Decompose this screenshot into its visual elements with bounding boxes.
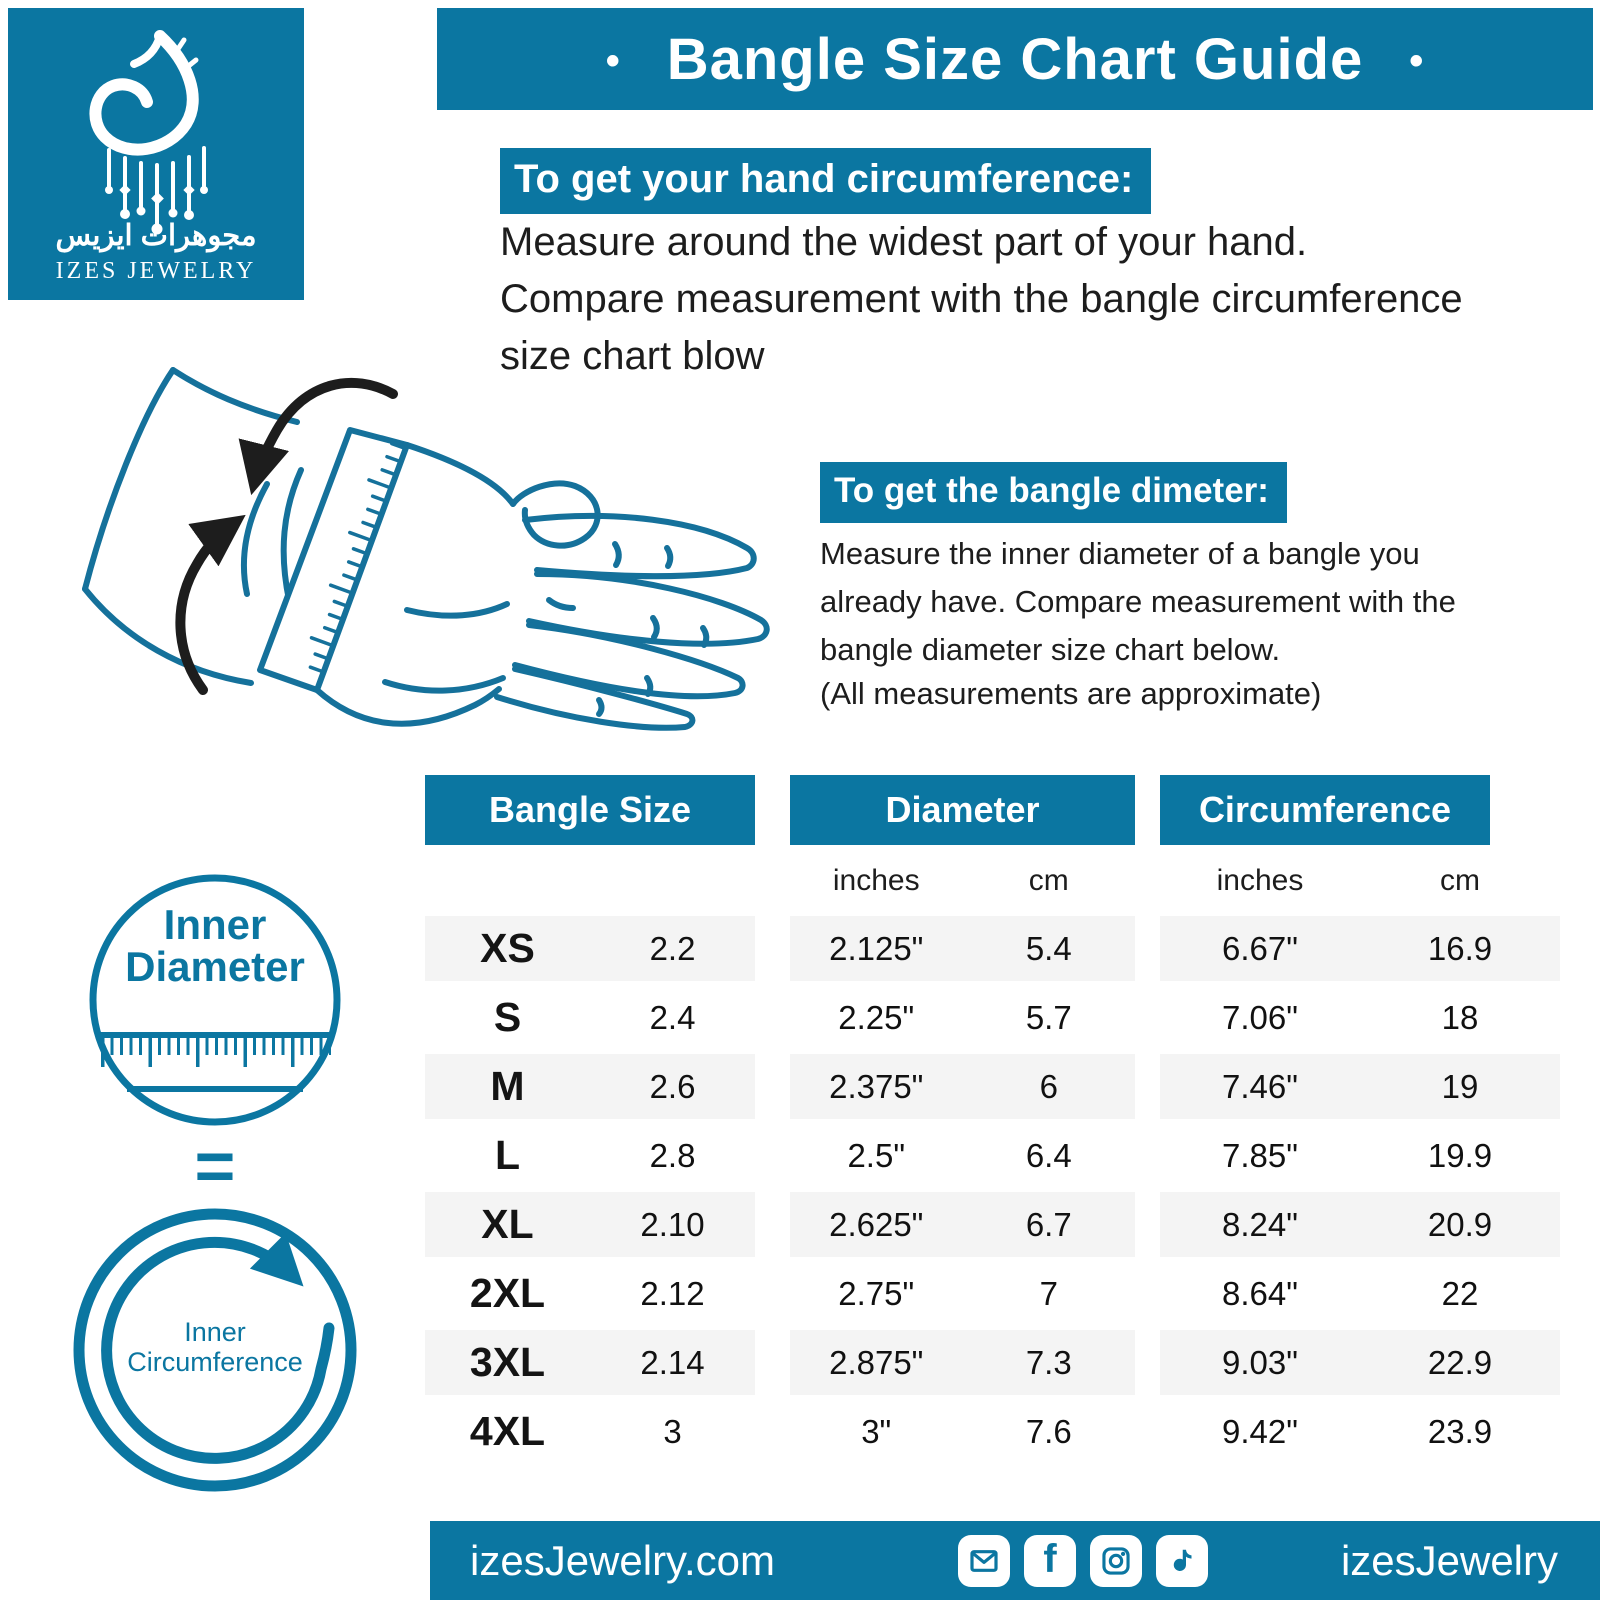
table-row (425, 1052, 1590, 1121)
row-group (1160, 1261, 1560, 1326)
inner-diameter-label-2: Diameter (125, 943, 305, 990)
cell-c_in: 9.42" (1222, 1412, 1298, 1450)
cell-c_in: 9.03" (1222, 1343, 1298, 1381)
row-group (790, 916, 1135, 981)
row-group (425, 1261, 755, 1326)
cell-size_value: 2.10 (640, 1205, 705, 1243)
cell-size: L (494, 1132, 521, 1178)
social-handle[interactable]: izesJewelry (1340, 1536, 1558, 1584)
subheader-diameter-cm: cm (1028, 864, 1069, 897)
cell-c_cm: 19.9 (1427, 1136, 1493, 1174)
cell-size: 4XL (469, 1408, 546, 1454)
table-row (425, 914, 1590, 983)
logo-latin-text: IZES JEWELRY (55, 258, 257, 284)
row-group (790, 1330, 1135, 1395)
bullet-icon: • (605, 38, 621, 83)
cell-c_cm: 22.9 (1427, 1343, 1493, 1381)
hand-measure-illustration (55, 352, 785, 752)
row-group (425, 985, 755, 1050)
cell-d_in: 2.125" (829, 929, 924, 967)
hand-circumference-heading: To get your hand circumference: (500, 148, 1151, 214)
cell-d_cm: 5.7 (1025, 998, 1072, 1036)
header-diameter: Diameter (790, 775, 1135, 845)
cell-d_cm: 5.4 (1025, 929, 1072, 967)
cell-size: XS (480, 925, 535, 971)
row-group (790, 1261, 1135, 1326)
row-group (425, 1054, 755, 1119)
cell-c_in: 7.85" (1222, 1136, 1298, 1174)
cell-d_cm: 7.6 (1025, 1412, 1072, 1450)
row-group (790, 1054, 1135, 1119)
size-table (425, 775, 1590, 1466)
row-group (790, 1399, 1135, 1464)
row-group (425, 1330, 755, 1395)
row-group (1160, 1399, 1560, 1464)
inner-diameter-diagram (85, 865, 345, 1150)
cell-size: 2XL (469, 1270, 546, 1316)
cell-c_cm: 23.9 (1427, 1412, 1493, 1450)
cell-d_cm: 6.4 (1025, 1136, 1072, 1174)
cell-size_value: 2.6 (649, 1067, 696, 1105)
bullet-icon: • (1409, 38, 1425, 83)
measurements-note: (All measurements are approximate) (820, 676, 1322, 711)
row-group (790, 1192, 1135, 1257)
equals-sign: = (194, 1127, 236, 1205)
cell-d_in: 2.625" (829, 1205, 924, 1243)
cell-c_cm: 20.9 (1427, 1205, 1493, 1243)
cell-c_in: 8.24" (1222, 1205, 1298, 1243)
cell-d_in: 2.875" (829, 1343, 924, 1381)
row-group (425, 1123, 755, 1188)
table-row (425, 1397, 1590, 1466)
row-group (1160, 916, 1560, 981)
cell-size_value: 2.8 (649, 1136, 696, 1174)
cell-c_in: 8.64" (1222, 1274, 1298, 1312)
logo-arabic-text: مجوهرات ايزيس (55, 220, 257, 252)
cell-size_value: 3 (663, 1412, 682, 1450)
row-group (1160, 1192, 1560, 1257)
row-group (1160, 1330, 1560, 1395)
wrap-arrow-up-icon (180, 524, 233, 690)
bangle-diameter-body: Measure the inner diameter of a bangle you already have. Compare measurement with the bangle diameter size chart below. (820, 536, 1456, 668)
instagram-icon[interactable] (1090, 1535, 1142, 1587)
cell-size_value: 2.4 (649, 998, 696, 1036)
table-row (425, 1259, 1590, 1328)
footer-bar (430, 1521, 1600, 1600)
brand-logo-box (8, 8, 304, 300)
header-bangle-size: Bangle Size (425, 775, 755, 845)
table-row (425, 1121, 1590, 1190)
row-group (425, 1192, 755, 1257)
cell-c_cm: 16.9 (1427, 929, 1493, 967)
izes-jewelry-logo-icon (8, 8, 304, 300)
cell-c_in: 7.46" (1222, 1067, 1298, 1105)
cell-size_value: 2.2 (649, 929, 696, 967)
cell-d_in: 3" (861, 1412, 892, 1450)
cell-d_cm: 7 (1039, 1274, 1058, 1312)
title-banner (437, 8, 1593, 110)
subheader-diameter-inches: inches (832, 864, 920, 897)
inner-circumference-label-2: Circumference (127, 1347, 303, 1377)
row-group (1160, 1054, 1560, 1119)
hand-circumference-body: Measure around the widest part of your hand. Compare measurement with the bangle circumference size chart blow (500, 220, 1463, 378)
row-group (1160, 985, 1560, 1050)
cell-c_in: 7.06" (1222, 998, 1298, 1036)
subheader-circumference-cm: cm (1440, 864, 1480, 897)
row-group (425, 1399, 755, 1464)
cell-d_in: 2.25" (838, 998, 915, 1036)
table-row (425, 1190, 1590, 1259)
row-group (790, 1123, 1135, 1188)
cell-c_cm: 18 (1441, 998, 1479, 1036)
tiktok-icon[interactable] (1156, 1535, 1208, 1587)
inner-circumference-diagram (70, 1200, 360, 1500)
subheader-circumference-inches: inches (1216, 864, 1304, 897)
cell-d_cm: 7.3 (1025, 1343, 1072, 1381)
page-title: Bangle Size Chart Guide (666, 26, 1364, 92)
bangle-diameter-heading: To get the bangle dimeter: (820, 462, 1287, 523)
cell-size_value: 2.14 (640, 1343, 705, 1381)
cell-size: XL (481, 1201, 534, 1247)
email-icon[interactable] (958, 1535, 1010, 1587)
header-circumference: Circumference (1160, 775, 1490, 845)
cell-d_in: 2.375" (829, 1067, 924, 1105)
row-group (425, 916, 755, 981)
inner-diameter-label-1: Inner (163, 901, 267, 948)
row-group (1160, 1123, 1560, 1188)
table-body (425, 914, 1590, 1466)
cell-size: S (493, 994, 522, 1040)
cell-d_cm: 6 (1039, 1067, 1058, 1105)
social-icons (958, 1535, 1208, 1587)
website-link[interactable]: izesJewelry.com (470, 1536, 775, 1584)
cell-c_cm: 19 (1441, 1067, 1479, 1105)
cell-c_in: 6.67" (1222, 929, 1298, 967)
row-group (790, 985, 1135, 1050)
table-header-row (425, 775, 1590, 845)
cell-c_cm: 22 (1441, 1274, 1479, 1312)
inner-circumference-label-1: Inner (184, 1317, 246, 1347)
cell-d_cm: 6.7 (1025, 1205, 1072, 1243)
cell-size: M (490, 1063, 525, 1109)
table-subheader-row (425, 859, 1590, 903)
table-row (425, 983, 1590, 1052)
cell-size: 3XL (469, 1339, 546, 1385)
facebook-icon[interactable]: f (1024, 1535, 1076, 1587)
table-row (425, 1328, 1590, 1397)
cell-d_in: 2.75" (838, 1274, 915, 1312)
cell-d_in: 2.5" (847, 1136, 906, 1174)
cell-size_value: 2.12 (640, 1274, 705, 1312)
